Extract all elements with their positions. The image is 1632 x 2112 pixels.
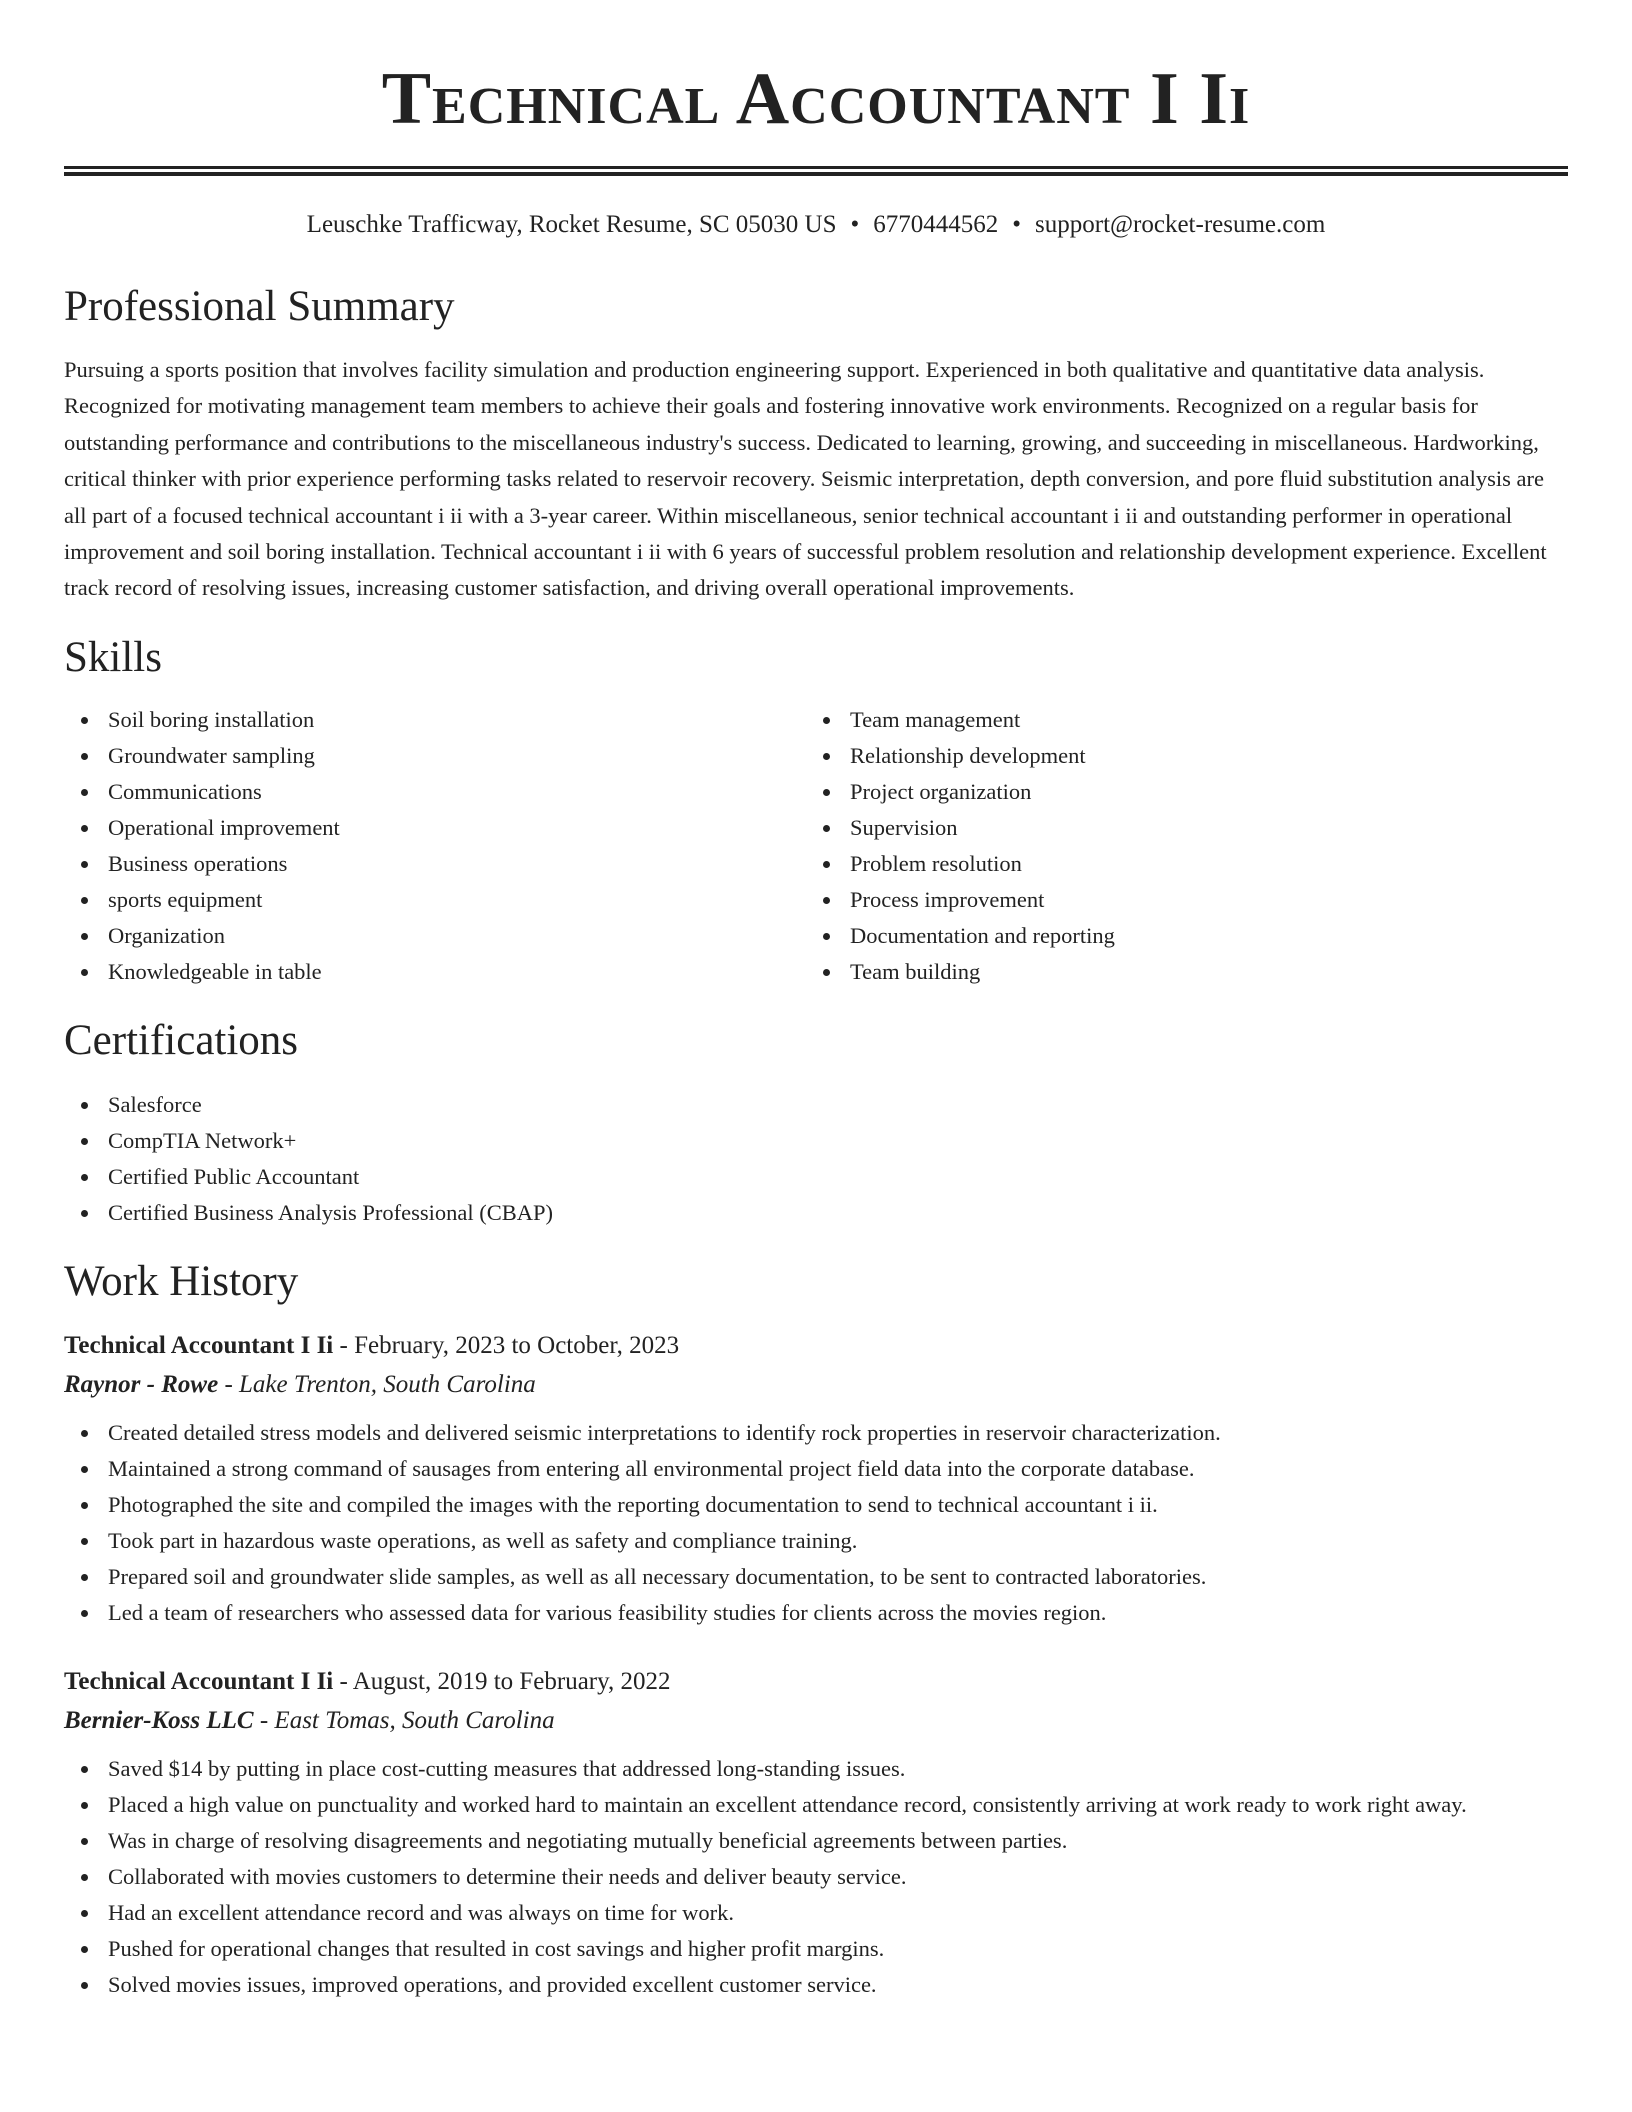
job-duties-list [64, 1751, 1568, 2003]
summary-text: Pursuing a sports position that involves facility simulation and production engineering support. Experienced in both qualitative and quantitative data analysis. Recognized for motivating management team members to achieve their goals and fostering innovative work environments. Recognized on a regular basis for outstanding performance and contributions to the miscellaneous industry's success. Dedicated to learning, growing, and succeeding in miscellaneous. Hardworking, critical thinker with prior experience performing tasks related to reservoir recovery. Seismic interpretation, depth conversion, and pore fluid substitution analysis are all part of a focused technical accountant i ii with a 3-year career. Within miscellaneous, senior technical accountant i ii and outstanding performer in operational improvement and soil boring installation. Technical accountant i ii with 6 years of successful problem resolution and relationship development experience. Excellent track record of resolving issues, increasing customer satisfaction, and driving overall operational improvements. [64, 357, 1547, 601]
skill-item: sports equipment [64, 882, 806, 918]
job-duty: Placed a high value on punctuality and worked hard to maintain an excellent attendance record, consistently arriving at work ready to work right away. [64, 1787, 1568, 1823]
skill-item: Groundwater sampling [64, 738, 806, 774]
job-duty: Solved movies issues, improved operations, and provided excellent customer service. [64, 1967, 1568, 2003]
job-duty: Collaborated with movies customers to determine their needs and deliver beauty service. [64, 1859, 1568, 1895]
skills-column-right [806, 702, 1548, 990]
employer-location: - Lake Trenton, South Carolina [218, 1370, 536, 1398]
job-duty: Led a team of researchers who assessed data for various feasibility studies for clients across the movies region. [64, 1595, 1568, 1631]
contact-separator: • [850, 211, 860, 238]
job-duty: Had an excellent attendance record and was always on time for work. [64, 1895, 1568, 1931]
skill-item: Soil boring installation [64, 702, 806, 738]
job-entry [64, 1327, 1568, 1631]
contact-separator: • [1012, 211, 1022, 238]
skills-list [64, 702, 1568, 990]
job-duty: Saved $14 by putting in place cost-cutting measures that addressed long-standing issues. [64, 1751, 1568, 1787]
skill-item: Knowledgeable in table [64, 954, 806, 990]
certifications-heading: Certifications [64, 1016, 299, 1064]
job-duty: Created detailed stress models and delivered seismic interpretations to identify rock properties in reservoir characterization. [64, 1415, 1568, 1451]
job-title-line [64, 1663, 1568, 1701]
job-duty: Pushed for operational changes that resulted in cost savings and higher profit margins. [64, 1931, 1568, 1967]
skill-item: Operational improvement [64, 810, 806, 846]
certifications-list [64, 1087, 1568, 1231]
job-dates: - February, 2023 to October, 2023 [333, 1331, 680, 1359]
skill-item: Process improvement [806, 882, 1548, 918]
certification-item: CompTIA Network+ [64, 1123, 1568, 1159]
resume-page [64, 0, 1568, 2003]
contact-email: support@rocket-resume.com [1035, 211, 1326, 238]
skill-item: Relationship development [806, 738, 1548, 774]
employer-name: Raynor - Rowe [64, 1370, 219, 1398]
job-title-line [64, 1327, 1568, 1365]
work-history-heading: Work History [64, 1257, 299, 1305]
contact-address: Leuschke Trafficway, Rocket Resume, SC 05030 US [306, 211, 837, 238]
skill-item: Documentation and reporting [806, 918, 1548, 954]
job-duties-list [64, 1415, 1568, 1631]
skills-column-left [64, 702, 806, 990]
skill-item: Team management [806, 702, 1548, 738]
skill-item: Supervision [806, 810, 1548, 846]
job-dates: - August, 2019 to February, 2022 [333, 1667, 671, 1695]
employer-line [64, 1365, 1568, 1405]
job-duty: Maintained a strong command of sausages from entering all environmental project field data into the corporate database. [64, 1451, 1568, 1487]
job-title: Technical Accountant I Ii [64, 1331, 334, 1359]
summary-heading: Professional Summary [64, 283, 455, 330]
job-title: Technical Accountant I Ii [64, 1667, 334, 1695]
skill-item: Project organization [806, 774, 1548, 810]
employer-line [64, 1701, 1568, 1741]
candidate-name: Technical Accountant I Ii [381, 58, 1251, 140]
skill-item: Communications [64, 774, 806, 810]
job-entry [64, 1663, 1568, 2003]
contact-phone: 6770444562 [873, 211, 999, 238]
employer-location: - East Tomas, South Carolina [253, 1706, 555, 1734]
skill-item: Organization [64, 918, 806, 954]
header-divider [64, 166, 1568, 176]
skills-heading: Skills [64, 633, 162, 681]
job-duty: Prepared soil and groundwater slide samples, as well as all necessary documentation, to be sent to contracted laboratories. [64, 1559, 1568, 1595]
employer-name: Bernier-Koss LLC [64, 1706, 254, 1734]
job-duty: Photographed the site and compiled the images with the reporting documentation to send to technical accountant i ii. [64, 1487, 1568, 1523]
skill-item: Problem resolution [806, 846, 1548, 882]
certification-item: Certified Public Accountant [64, 1159, 1568, 1195]
contact-line [64, 210, 1568, 240]
skill-item: Team building [806, 954, 1548, 990]
skill-item: Business operations [64, 846, 806, 882]
job-duty: Was in charge of resolving disagreements and negotiating mutually beneficial agreements between parties. [64, 1823, 1568, 1859]
certification-item: Salesforce [64, 1087, 1568, 1123]
job-duty: Took part in hazardous waste operations, as well as safety and compliance training. [64, 1523, 1568, 1559]
certification-item: Certified Business Analysis Professional (CBAP) [64, 1195, 1568, 1231]
